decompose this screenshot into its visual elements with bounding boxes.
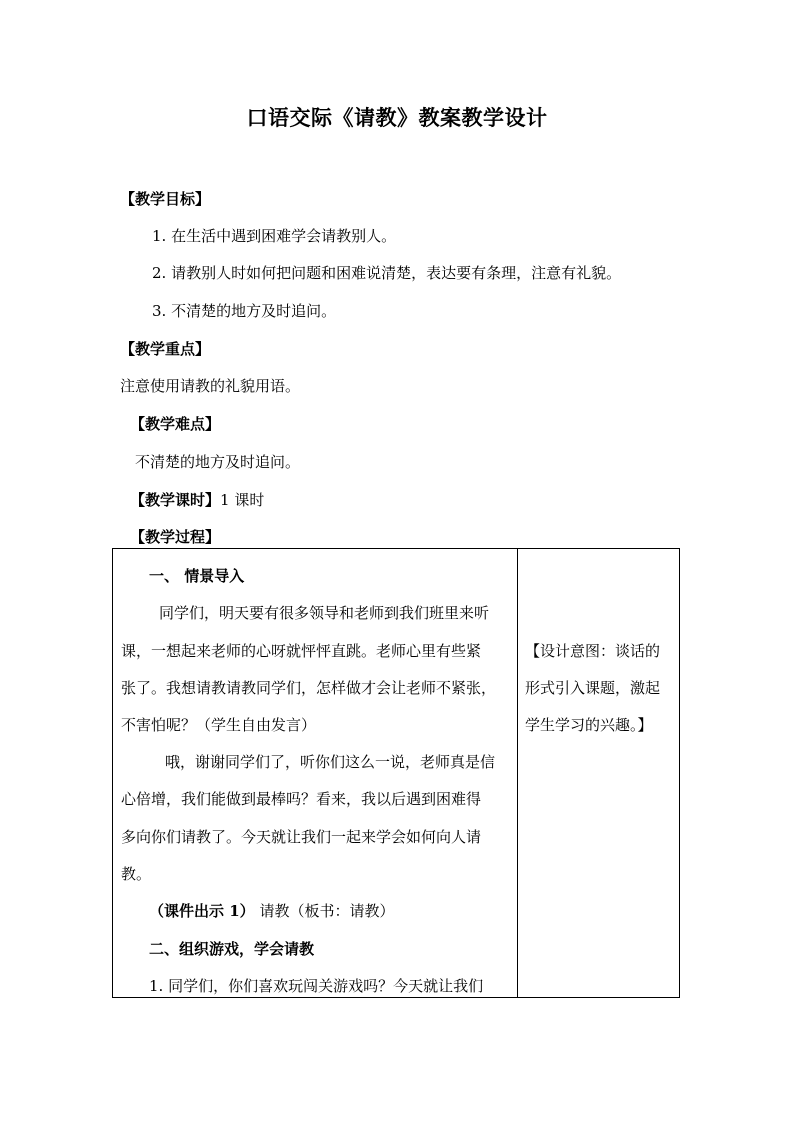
key-points-heading: 【教学重点】 <box>120 340 211 358</box>
paragraph-line: 多向你们请教了。今天就让我们一起来学会如何向人请 <box>121 828 482 846</box>
hours-value: 1 课时 <box>220 491 265 509</box>
section-heading: 一、 情景导入 <box>149 567 245 585</box>
table-column-divider <box>517 549 518 997</box>
objective-item: 2. 请教别人时如何把问题和困难说清楚，表达要有条理，注意有礼貌。 <box>152 264 622 282</box>
difficulties-text: 不清楚的地方及时追问。 <box>135 453 301 471</box>
paragraph-line: 1. 同学们，你们喜欢玩闯关游戏吗？今天就让我们 <box>149 977 484 995</box>
difficulties-heading: 【教学难点】 <box>130 415 221 433</box>
courseware-line <box>149 900 394 921</box>
objective-item: 1. 在生活中遇到困难学会请教别人。 <box>152 227 397 245</box>
design-intent-line: 形式引入课题，激起 <box>525 679 661 697</box>
paragraph-line: 张了。我想请教请教同学们，怎样做才会让老师不紧张， <box>121 679 497 697</box>
paragraph-line: 课，一想起来老师的心呀就怦怦直跳。老师心里有些紧 <box>121 642 482 660</box>
process-heading: 【教学过程】 <box>130 528 221 546</box>
hours-row <box>130 489 264 510</box>
paragraph-line: 同学们，明天要有很多领导和老师到我们班里来听 <box>159 604 490 622</box>
process-table <box>112 548 680 998</box>
paragraph-line: 不害怕呢？（学生自由发言） <box>121 716 317 734</box>
paragraph-line: 哦，谢谢同学们了，听你们这么一说，老师真是信 <box>165 753 496 771</box>
paragraph-line: 教。 <box>121 865 152 883</box>
paragraph-line: 心倍增，我们能做到最棒吗？看来，我以后遇到困难得 <box>121 790 482 808</box>
objectives-heading: 【教学目标】 <box>120 190 211 208</box>
design-intent-line: 【设计意图：谈话的 <box>525 642 661 660</box>
hours-heading: 【教学课时】 <box>130 491 221 509</box>
courseware-text: 请教（板书：请教） <box>259 902 395 920</box>
design-intent-line: 学生学习的兴趣。】 <box>525 716 653 734</box>
document-title: 口语交际《请教》教案教学设计 <box>246 105 548 130</box>
objective-item: 3. 不清楚的地方及时追问。 <box>152 302 337 320</box>
section-heading: 二、组织游戏，学会请教 <box>149 940 315 958</box>
courseware-label: （课件出示 1） <box>149 902 255 920</box>
key-points-text: 注意使用请教的礼貌用语。 <box>120 377 301 395</box>
